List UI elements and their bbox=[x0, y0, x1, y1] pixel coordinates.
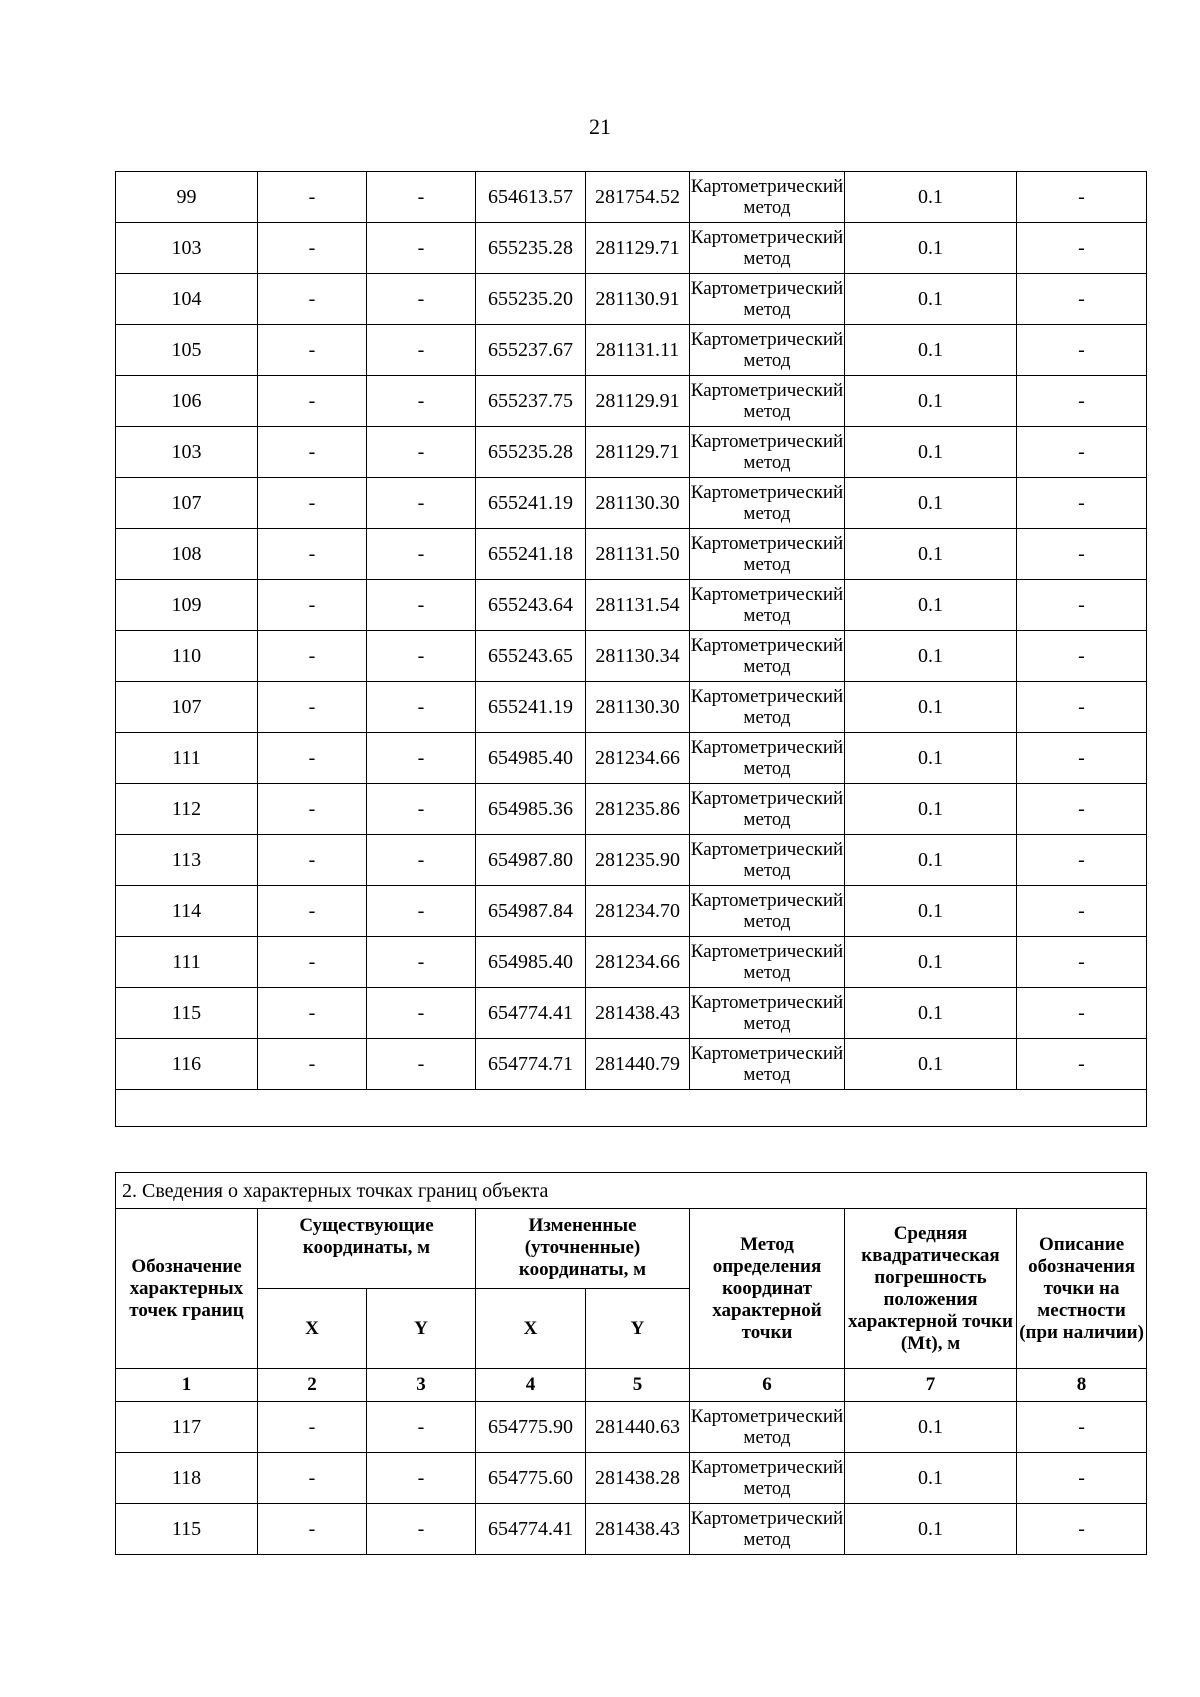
cell-x: 654987.80 bbox=[476, 835, 586, 886]
cell-mean-error: 0.1 bbox=[845, 733, 1017, 784]
cell-x: 654775.90 bbox=[476, 1402, 586, 1453]
cell-description: - bbox=[1017, 580, 1147, 631]
cell-method: Картометрический метод bbox=[690, 427, 845, 478]
cell-existing-x: - bbox=[258, 835, 367, 886]
cell-mean-error: 0.1 bbox=[845, 274, 1017, 325]
cell-point: 109 bbox=[116, 580, 258, 631]
column-number: 3 bbox=[367, 1369, 476, 1402]
table-row bbox=[116, 274, 1147, 325]
cell-mean-error: 0.1 bbox=[845, 937, 1017, 988]
cell-description: - bbox=[1017, 733, 1147, 784]
cell-existing-x: - bbox=[258, 631, 367, 682]
cell-existing-y: - bbox=[367, 631, 476, 682]
cell-mean-error: 0.1 bbox=[845, 835, 1017, 886]
cell-existing-y: - bbox=[367, 784, 476, 835]
cell-existing-x: - bbox=[258, 784, 367, 835]
header-existing-y: Y bbox=[367, 1289, 476, 1369]
cell-point: 107 bbox=[116, 478, 258, 529]
cell-point: 115 bbox=[116, 1504, 258, 1555]
cell-y: 281129.71 bbox=[586, 427, 690, 478]
cell-existing-y: - bbox=[367, 1402, 476, 1453]
column-number: 7 bbox=[845, 1369, 1017, 1402]
header-changed-coordinates: Измененные (уточненные) координаты, м bbox=[476, 1209, 690, 1289]
cell-description: - bbox=[1017, 682, 1147, 733]
cell-description: - bbox=[1017, 478, 1147, 529]
cell-point: 107 bbox=[116, 682, 258, 733]
cell-point: 103 bbox=[116, 223, 258, 274]
cell-method: Картометрический метод bbox=[690, 835, 845, 886]
cell-mean-error: 0.1 bbox=[845, 427, 1017, 478]
cell-existing-y: - bbox=[367, 376, 476, 427]
empty-cell bbox=[116, 1090, 1147, 1127]
cell-point: 108 bbox=[116, 529, 258, 580]
cell-description: - bbox=[1017, 427, 1147, 478]
cell-existing-x: - bbox=[258, 529, 367, 580]
cell-method: Картометрический метод bbox=[690, 529, 845, 580]
cell-existing-y: - bbox=[367, 478, 476, 529]
cell-existing-x: - bbox=[258, 886, 367, 937]
cell-method: Картометрический метод bbox=[690, 1402, 845, 1453]
cell-description: - bbox=[1017, 937, 1147, 988]
cell-mean-error: 0.1 bbox=[845, 784, 1017, 835]
cell-description: - bbox=[1017, 325, 1147, 376]
table-row bbox=[116, 223, 1147, 274]
table2-body bbox=[116, 1402, 1147, 1555]
cell-existing-x: - bbox=[258, 223, 367, 274]
table-row bbox=[116, 886, 1147, 937]
table-row bbox=[116, 376, 1147, 427]
cell-existing-x: - bbox=[258, 1039, 367, 1090]
table-row bbox=[116, 988, 1147, 1039]
cell-x: 655241.19 bbox=[476, 478, 586, 529]
header-point-designation: Обозначение характерных точек границ bbox=[116, 1209, 258, 1369]
cell-mean-error: 0.1 bbox=[845, 1402, 1017, 1453]
cell-existing-x: - bbox=[258, 1402, 367, 1453]
cell-x: 655235.20 bbox=[476, 274, 586, 325]
cell-existing-x: - bbox=[258, 1504, 367, 1555]
header-existing-coordinates: Существующие координаты, м bbox=[258, 1209, 476, 1289]
header-mean-error: Средняя квадратическая погрешность положения характерной точки (Mt), м bbox=[845, 1209, 1017, 1369]
empty-row bbox=[116, 1090, 1147, 1127]
cell-y: 281234.66 bbox=[586, 733, 690, 784]
cell-y: 281234.66 bbox=[586, 937, 690, 988]
cell-existing-x: - bbox=[258, 427, 367, 478]
cell-y: 281438.28 bbox=[586, 1453, 690, 1504]
cell-method: Картометрический метод bbox=[690, 172, 845, 223]
cell-mean-error: 0.1 bbox=[845, 1453, 1017, 1504]
cell-x: 655235.28 bbox=[476, 223, 586, 274]
column-number: 6 bbox=[690, 1369, 845, 1402]
cell-mean-error: 0.1 bbox=[845, 988, 1017, 1039]
boundary-points-table bbox=[115, 1172, 1147, 1555]
section-title: 2. Сведения о характерных точках границ объекта bbox=[116, 1173, 1147, 1209]
table-row bbox=[116, 427, 1147, 478]
cell-existing-y: - bbox=[367, 682, 476, 733]
column-number: 1 bbox=[116, 1369, 258, 1402]
cell-description: - bbox=[1017, 1453, 1147, 1504]
cell-method: Картометрический метод bbox=[690, 325, 845, 376]
cell-method: Картометрический метод bbox=[690, 1039, 845, 1090]
cell-point: 105 bbox=[116, 325, 258, 376]
cell-x: 655241.18 bbox=[476, 529, 586, 580]
page-number: 21 bbox=[589, 114, 611, 139]
cell-x: 655243.64 bbox=[476, 580, 586, 631]
table-row bbox=[116, 172, 1147, 223]
table-row bbox=[116, 1402, 1147, 1453]
cell-y: 281130.34 bbox=[586, 631, 690, 682]
cell-point: 104 bbox=[116, 274, 258, 325]
cell-mean-error: 0.1 bbox=[845, 1039, 1017, 1090]
cell-mean-error: 0.1 bbox=[845, 1504, 1017, 1555]
table1-body bbox=[116, 172, 1147, 1127]
cell-y: 281235.86 bbox=[586, 784, 690, 835]
cell-existing-x: - bbox=[258, 478, 367, 529]
cell-existing-x: - bbox=[258, 580, 367, 631]
cell-point: 106 bbox=[116, 376, 258, 427]
cell-point: 116 bbox=[116, 1039, 258, 1090]
cell-method: Картометрический метод bbox=[690, 274, 845, 325]
cell-existing-x: - bbox=[258, 988, 367, 1039]
cell-description: - bbox=[1017, 1402, 1147, 1453]
cell-existing-x: - bbox=[258, 937, 367, 988]
cell-mean-error: 0.1 bbox=[845, 682, 1017, 733]
cell-y: 281234.70 bbox=[586, 886, 690, 937]
cell-y: 281438.43 bbox=[586, 988, 690, 1039]
table-row bbox=[116, 937, 1147, 988]
header-changed-x: X bbox=[476, 1289, 586, 1369]
cell-x: 655243.65 bbox=[476, 631, 586, 682]
cell-method: Картометрический метод bbox=[690, 1504, 845, 1555]
cell-description: - bbox=[1017, 988, 1147, 1039]
cell-existing-y: - bbox=[367, 835, 476, 886]
table-row bbox=[116, 529, 1147, 580]
cell-description: - bbox=[1017, 631, 1147, 682]
cell-existing-y: - bbox=[367, 1453, 476, 1504]
header-description: Описание обозначения точки на местности (при наличии) bbox=[1017, 1209, 1147, 1369]
cell-y: 281235.90 bbox=[586, 835, 690, 886]
cell-y: 281131.54 bbox=[586, 580, 690, 631]
cell-description: - bbox=[1017, 223, 1147, 274]
cell-existing-y: - bbox=[367, 580, 476, 631]
cell-description: - bbox=[1017, 835, 1147, 886]
cell-y: 281754.52 bbox=[586, 172, 690, 223]
column-number: 4 bbox=[476, 1369, 586, 1402]
cell-x: 654985.36 bbox=[476, 784, 586, 835]
column-number: 2 bbox=[258, 1369, 367, 1402]
cell-x: 655237.75 bbox=[476, 376, 586, 427]
cell-description: - bbox=[1017, 1039, 1147, 1090]
table-row bbox=[116, 784, 1147, 835]
cell-existing-x: - bbox=[258, 325, 367, 376]
cell-existing-x: - bbox=[258, 172, 367, 223]
cell-x: 654774.71 bbox=[476, 1039, 586, 1090]
header-existing-x: X bbox=[258, 1289, 367, 1369]
cell-mean-error: 0.1 bbox=[845, 376, 1017, 427]
cell-x: 654774.41 bbox=[476, 988, 586, 1039]
cell-existing-x: - bbox=[258, 376, 367, 427]
cell-method: Картометрический метод bbox=[690, 478, 845, 529]
cell-description: - bbox=[1017, 529, 1147, 580]
table-row bbox=[116, 478, 1147, 529]
cell-point: 112 bbox=[116, 784, 258, 835]
table-row bbox=[116, 631, 1147, 682]
cell-y: 281129.71 bbox=[586, 223, 690, 274]
cell-y: 281130.30 bbox=[586, 478, 690, 529]
cell-mean-error: 0.1 bbox=[845, 223, 1017, 274]
column-number: 5 bbox=[586, 1369, 690, 1402]
header-method: Метод определения координат характерной точки bbox=[690, 1209, 845, 1369]
cell-method: Картометрический метод bbox=[690, 1453, 845, 1504]
cell-point: 103 bbox=[116, 427, 258, 478]
cell-x: 655241.19 bbox=[476, 682, 586, 733]
cell-x: 655237.67 bbox=[476, 325, 586, 376]
cell-method: Картометрический метод bbox=[690, 886, 845, 937]
cell-description: - bbox=[1017, 274, 1147, 325]
table-row bbox=[116, 1453, 1147, 1504]
cell-mean-error: 0.1 bbox=[845, 529, 1017, 580]
cell-existing-y: - bbox=[367, 325, 476, 376]
cell-point: 99 bbox=[116, 172, 258, 223]
table-row bbox=[116, 835, 1147, 886]
cell-existing-y: - bbox=[367, 223, 476, 274]
column-number: 8 bbox=[1017, 1369, 1147, 1402]
cell-y: 281130.30 bbox=[586, 682, 690, 733]
cell-existing-y: - bbox=[367, 886, 476, 937]
cell-mean-error: 0.1 bbox=[845, 886, 1017, 937]
cell-x: 654775.60 bbox=[476, 1453, 586, 1504]
cell-existing-y: - bbox=[367, 529, 476, 580]
cell-y: 281131.50 bbox=[586, 529, 690, 580]
cell-description: - bbox=[1017, 784, 1147, 835]
cell-existing-y: - bbox=[367, 733, 476, 784]
cell-existing-y: - bbox=[367, 937, 476, 988]
table-row bbox=[116, 1504, 1147, 1555]
cell-x: 654774.41 bbox=[476, 1504, 586, 1555]
cell-existing-y: - bbox=[367, 1504, 476, 1555]
cell-mean-error: 0.1 bbox=[845, 172, 1017, 223]
cell-method: Картометрический метод bbox=[690, 223, 845, 274]
cell-y: 281129.91 bbox=[586, 376, 690, 427]
cell-existing-y: - bbox=[367, 988, 476, 1039]
cell-method: Картометрический метод bbox=[690, 631, 845, 682]
cell-point: 118 bbox=[116, 1453, 258, 1504]
cell-method: Картометрический метод bbox=[690, 784, 845, 835]
cell-point: 113 bbox=[116, 835, 258, 886]
table-row bbox=[116, 1039, 1147, 1090]
cell-mean-error: 0.1 bbox=[845, 478, 1017, 529]
cell-x: 655235.28 bbox=[476, 427, 586, 478]
cell-point: 117 bbox=[116, 1402, 258, 1453]
cell-existing-x: - bbox=[258, 733, 367, 784]
cell-existing-x: - bbox=[258, 682, 367, 733]
cell-existing-x: - bbox=[258, 274, 367, 325]
cell-x: 654613.57 bbox=[476, 172, 586, 223]
cell-existing-y: - bbox=[367, 427, 476, 478]
table-row bbox=[116, 325, 1147, 376]
cell-description: - bbox=[1017, 886, 1147, 937]
cell-point: 111 bbox=[116, 733, 258, 784]
cell-x: 654985.40 bbox=[476, 937, 586, 988]
cell-y: 281130.91 bbox=[586, 274, 690, 325]
cell-x: 654985.40 bbox=[476, 733, 586, 784]
header-changed-y: Y bbox=[586, 1289, 690, 1369]
cell-point: 115 bbox=[116, 988, 258, 1039]
cell-y: 281438.43 bbox=[586, 1504, 690, 1555]
cell-y: 281440.63 bbox=[586, 1402, 690, 1453]
cell-description: - bbox=[1017, 172, 1147, 223]
table-row bbox=[116, 733, 1147, 784]
cell-point: 110 bbox=[116, 631, 258, 682]
cell-description: - bbox=[1017, 1504, 1147, 1555]
cell-existing-y: - bbox=[367, 172, 476, 223]
cell-existing-x: - bbox=[258, 1453, 367, 1504]
cell-method: Картометрический метод bbox=[690, 580, 845, 631]
cell-mean-error: 0.1 bbox=[845, 580, 1017, 631]
cell-y: 281131.11 bbox=[586, 325, 690, 376]
cell-point: 114 bbox=[116, 886, 258, 937]
cell-method: Картометрический метод bbox=[690, 937, 845, 988]
cell-y: 281440.79 bbox=[586, 1039, 690, 1090]
cell-existing-y: - bbox=[367, 1039, 476, 1090]
cell-mean-error: 0.1 bbox=[845, 631, 1017, 682]
cell-point: 111 bbox=[116, 937, 258, 988]
cell-description: - bbox=[1017, 376, 1147, 427]
coordinates-table-continued bbox=[115, 171, 1147, 1127]
cell-method: Картометрический метод bbox=[690, 376, 845, 427]
table-row bbox=[116, 580, 1147, 631]
table-row bbox=[116, 682, 1147, 733]
cell-x: 654987.84 bbox=[476, 886, 586, 937]
cell-existing-y: - bbox=[367, 274, 476, 325]
cell-method: Картометрический метод bbox=[690, 733, 845, 784]
cell-mean-error: 0.1 bbox=[845, 325, 1017, 376]
cell-method: Картометрический метод bbox=[690, 988, 845, 1039]
cell-method: Картометрический метод bbox=[690, 682, 845, 733]
